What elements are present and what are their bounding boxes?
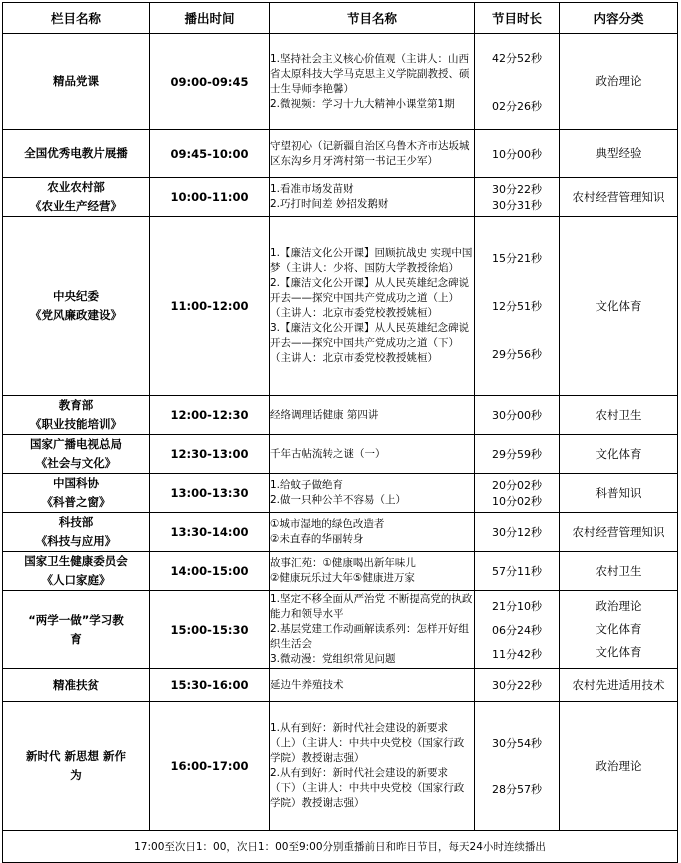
category-item: 政治理论 — [595, 758, 642, 773]
program-item: 2.从有到好：新时代社会建设的新要求（下）（主讲人：中共中央党校（国家行政学院）教授谢志强） — [270, 767, 465, 809]
column-name-cell — [3, 474, 150, 513]
category-cell — [560, 435, 678, 474]
program-item: 2.微视频：学习十九大精神小课堂第1期 — [270, 97, 455, 110]
column-name-cell — [3, 435, 150, 474]
program-item: ①城市湿地的绿色改造者 — [270, 518, 385, 530]
category-item: 文化体育 — [595, 645, 642, 659]
category-cell — [560, 130, 678, 178]
duration-item: 42分52秒 — [492, 51, 542, 65]
duration-item: 29分56秒 — [492, 348, 542, 361]
program-name-cell — [270, 130, 475, 178]
table-row — [3, 130, 678, 178]
air-time-cell: 15:30-16:00 — [150, 669, 270, 702]
air-time-cell: 15:00-15:30 — [150, 591, 270, 669]
column-name-cell — [3, 702, 150, 831]
duration-cell — [475, 396, 560, 435]
table-row — [3, 34, 678, 130]
air-time-cell: 16:00-17:00 — [150, 702, 270, 831]
column-name-cell — [3, 34, 150, 130]
table-row — [3, 669, 678, 702]
column-name-line: 科技部 — [58, 515, 94, 529]
category-cell — [560, 552, 678, 591]
air-time-cell: 12:30-13:00 — [150, 435, 270, 474]
program-item: 3.微动漫：党组织常见问题 — [270, 653, 396, 665]
category-cell — [560, 178, 678, 217]
program-item: 守望初心（记新疆自治区乌鲁木齐市达坂城区东沟乡月牙湾村第一书记王少军） — [270, 139, 470, 167]
header-row — [3, 3, 678, 34]
category-cell — [560, 474, 678, 513]
header-air-time: 播出时间 — [150, 3, 270, 34]
program-name-cell — [270, 34, 475, 130]
column-name-line: 国家广播电视总局 — [30, 437, 122, 451]
category-item: 典型经验 — [595, 146, 642, 160]
category-item: 科普知识 — [595, 485, 642, 500]
duration-item: 30分22秒 — [492, 183, 542, 196]
column-name-line: 新时代 新思想 新作 — [25, 749, 126, 763]
program-item: 1.看准市场发苗财 — [270, 183, 354, 195]
duration-item: 20分02秒 — [492, 479, 542, 492]
table-row — [3, 591, 678, 669]
duration-cell — [475, 669, 560, 702]
schedule-table — [2, 2, 678, 863]
air-time-cell: 14:00-15:00 — [150, 552, 270, 591]
program-name-cell — [270, 669, 475, 702]
column-name-line: 《人口家庭》 — [41, 573, 111, 587]
column-name-line: 《农业生产经营》 — [30, 199, 122, 213]
program-name-cell — [270, 217, 475, 396]
duration-item: 30分00秒 — [492, 409, 542, 422]
category-cell — [560, 34, 678, 130]
footer-note: 17:00至次日1：00，次日1：00至9:00分别重播前日和昨日节目，每天24小时连续播出 — [3, 831, 678, 863]
column-name-line: “两学一做”学习教 — [28, 612, 124, 627]
program-name-cell — [270, 552, 475, 591]
column-name-line: 《职业技能培训》 — [30, 417, 122, 431]
table-row — [3, 396, 678, 435]
program-item: 1.从有到好：新时代社会建设的新要求（上）（主讲人：中共中央党校（国家行政学院）教授谢志强） — [270, 722, 465, 764]
column-name-line: 《党风廉政建设》 — [30, 308, 122, 322]
header-program-name: 节目名称 — [270, 3, 475, 34]
category-item: 农村卫生 — [595, 407, 642, 422]
table-row — [3, 435, 678, 474]
duration-item: 02分26秒 — [492, 99, 542, 113]
duration-item: 11分42秒 — [492, 647, 542, 661]
category-cell — [560, 513, 678, 552]
category-item: 文化体育 — [595, 622, 642, 636]
column-name-cell — [3, 669, 150, 702]
program-item: 1.【廉洁文化公开课】回顾抗战史 实现中国梦（主讲人：少将、国防大学教授徐焰） — [270, 247, 473, 274]
air-time-cell: 13:00-13:30 — [150, 474, 270, 513]
column-name-line: 国家卫生健康委员会 — [24, 554, 128, 568]
program-item: 千年古帖流转之谜（一） — [270, 447, 386, 460]
column-name-line: 精品党课 — [53, 74, 99, 88]
program-item: 延边牛养殖技术 — [270, 678, 344, 691]
duration-item: 28分57秒 — [492, 783, 542, 796]
duration-item: 30分31秒 — [492, 199, 542, 212]
category-cell — [560, 669, 678, 702]
duration-cell — [475, 130, 560, 178]
category-item: 农村卫生 — [595, 563, 642, 578]
column-name-line: 精准扶贫 — [53, 677, 99, 692]
program-item: ②未直春的华丽转身 — [270, 533, 364, 545]
header-category: 内容分类 — [560, 3, 678, 34]
table-row — [3, 513, 678, 552]
column-name-line: 育 — [70, 631, 82, 646]
duration-cell — [475, 178, 560, 217]
category-item: 政治理论 — [595, 74, 642, 88]
column-name-line: 农业农村部 — [47, 180, 105, 194]
table-row — [3, 217, 678, 396]
duration-item: 06分24秒 — [492, 623, 542, 637]
duration-cell — [475, 552, 560, 591]
program-item: 2.做一只种公羊不容易（上） — [270, 494, 407, 506]
column-name-cell — [3, 591, 150, 669]
header-duration: 节目时长 — [475, 3, 560, 34]
duration-item: 15分21秒 — [492, 252, 542, 265]
air-time-cell: 09:45-10:00 — [150, 130, 270, 178]
program-name-cell — [270, 178, 475, 217]
program-item: 经络调理话健康 第四讲 — [270, 408, 379, 421]
header-column-name: 栏目名称 — [3, 3, 150, 34]
duration-item: 10分00秒 — [492, 147, 542, 161]
category-item: 农村经营管理知识 — [572, 524, 665, 539]
column-name-cell — [3, 130, 150, 178]
duration-cell — [475, 513, 560, 552]
category-item: 政治理论 — [595, 599, 642, 613]
table-row — [3, 178, 678, 217]
column-name-line: 中央纪委 — [53, 289, 99, 303]
duration-cell — [475, 702, 560, 831]
program-item: 3.【廉洁文化公开课】从人民英雄纪念碑说开去——探究中国共产党成功之道（下）（主讲人：北京市委党校教授姚桓） — [270, 322, 470, 364]
program-name-cell — [270, 591, 475, 669]
air-time-cell: 13:30-14:00 — [150, 513, 270, 552]
duration-item: 12分51秒 — [492, 300, 542, 313]
category-cell — [560, 217, 678, 396]
air-time-cell: 12:00-12:30 — [150, 396, 270, 435]
column-name-line: 《社会与文化》 — [35, 456, 117, 470]
duration-item: 30分22秒 — [492, 679, 542, 692]
category-item: 文化体育 — [595, 298, 642, 313]
duration-item: 30分54秒 — [492, 737, 542, 750]
duration-item: 57分11秒 — [492, 565, 542, 578]
column-name-cell — [3, 552, 150, 591]
program-item: 2.巧打时间差 妙招发鹅财 — [270, 198, 389, 210]
table-row — [3, 702, 678, 831]
duration-cell — [475, 217, 560, 396]
air-time-cell: 11:00-12:00 — [150, 217, 270, 396]
duration-cell — [475, 474, 560, 513]
category-item: 文化体育 — [595, 446, 642, 461]
duration-item: 30分12秒 — [492, 526, 542, 539]
duration-cell — [475, 591, 560, 669]
program-item: 2.基层党建工作动画解读系列：怎样开好组织生活会 — [270, 623, 470, 650]
program-item: 2.【廉洁文化公开课】从人民英雄纪念碑说开去——探究中国共产党成功之道（上）（主讲人：北京市委党校教授姚桓） — [270, 277, 470, 319]
column-name-line: 《科普之窗》 — [41, 495, 111, 509]
category-cell — [560, 591, 678, 669]
program-item: 1.坚持社会主义核心价值观（主讲人：山西省太原科技大学马克思主义学院副教授、硕士生导师李艳馨） — [270, 52, 470, 95]
column-name-cell — [3, 513, 150, 552]
table-row — [3, 552, 678, 591]
category-cell — [560, 702, 678, 831]
category-cell — [560, 396, 678, 435]
program-name-cell — [270, 435, 475, 474]
duration-item: 29分59秒 — [492, 448, 542, 461]
table-row — [3, 474, 678, 513]
column-name-line: 《科技与应用》 — [35, 534, 117, 548]
column-name-cell — [3, 217, 150, 396]
program-item: ②健康玩乐过大年⑤健康进万家 — [270, 572, 415, 584]
duration-item: 10分02秒 — [492, 495, 542, 508]
column-name-cell — [3, 178, 150, 217]
program-name-cell — [270, 513, 475, 552]
program-item: 1.给蚊子做绝育 — [270, 479, 344, 491]
air-time-cell: 10:00-11:00 — [150, 178, 270, 217]
duration-cell — [475, 435, 560, 474]
program-item: 故事汇苑：①健康喝出新年味儿 — [270, 557, 416, 569]
duration-cell — [475, 34, 560, 130]
category-item: 农村先进适用技术 — [572, 677, 665, 692]
column-name-line: 中国科协 — [53, 476, 99, 490]
column-name-line: 为 — [70, 768, 82, 782]
program-item: 1.坚定不移全面从严治党 不断提高党的执政能力和领导水平 — [270, 593, 473, 620]
column-name-line: 全国优秀电教片展播 — [24, 146, 128, 160]
program-name-cell — [270, 702, 475, 831]
program-name-cell — [270, 474, 475, 513]
column-name-line: 教育部 — [58, 398, 94, 412]
duration-item: 21分10秒 — [492, 599, 542, 613]
category-item: 农村经营管理知识 — [572, 189, 665, 204]
column-name-cell — [3, 396, 150, 435]
footer-row — [3, 831, 678, 863]
program-name-cell — [270, 396, 475, 435]
air-time-cell: 09:00-09:45 — [150, 34, 270, 130]
